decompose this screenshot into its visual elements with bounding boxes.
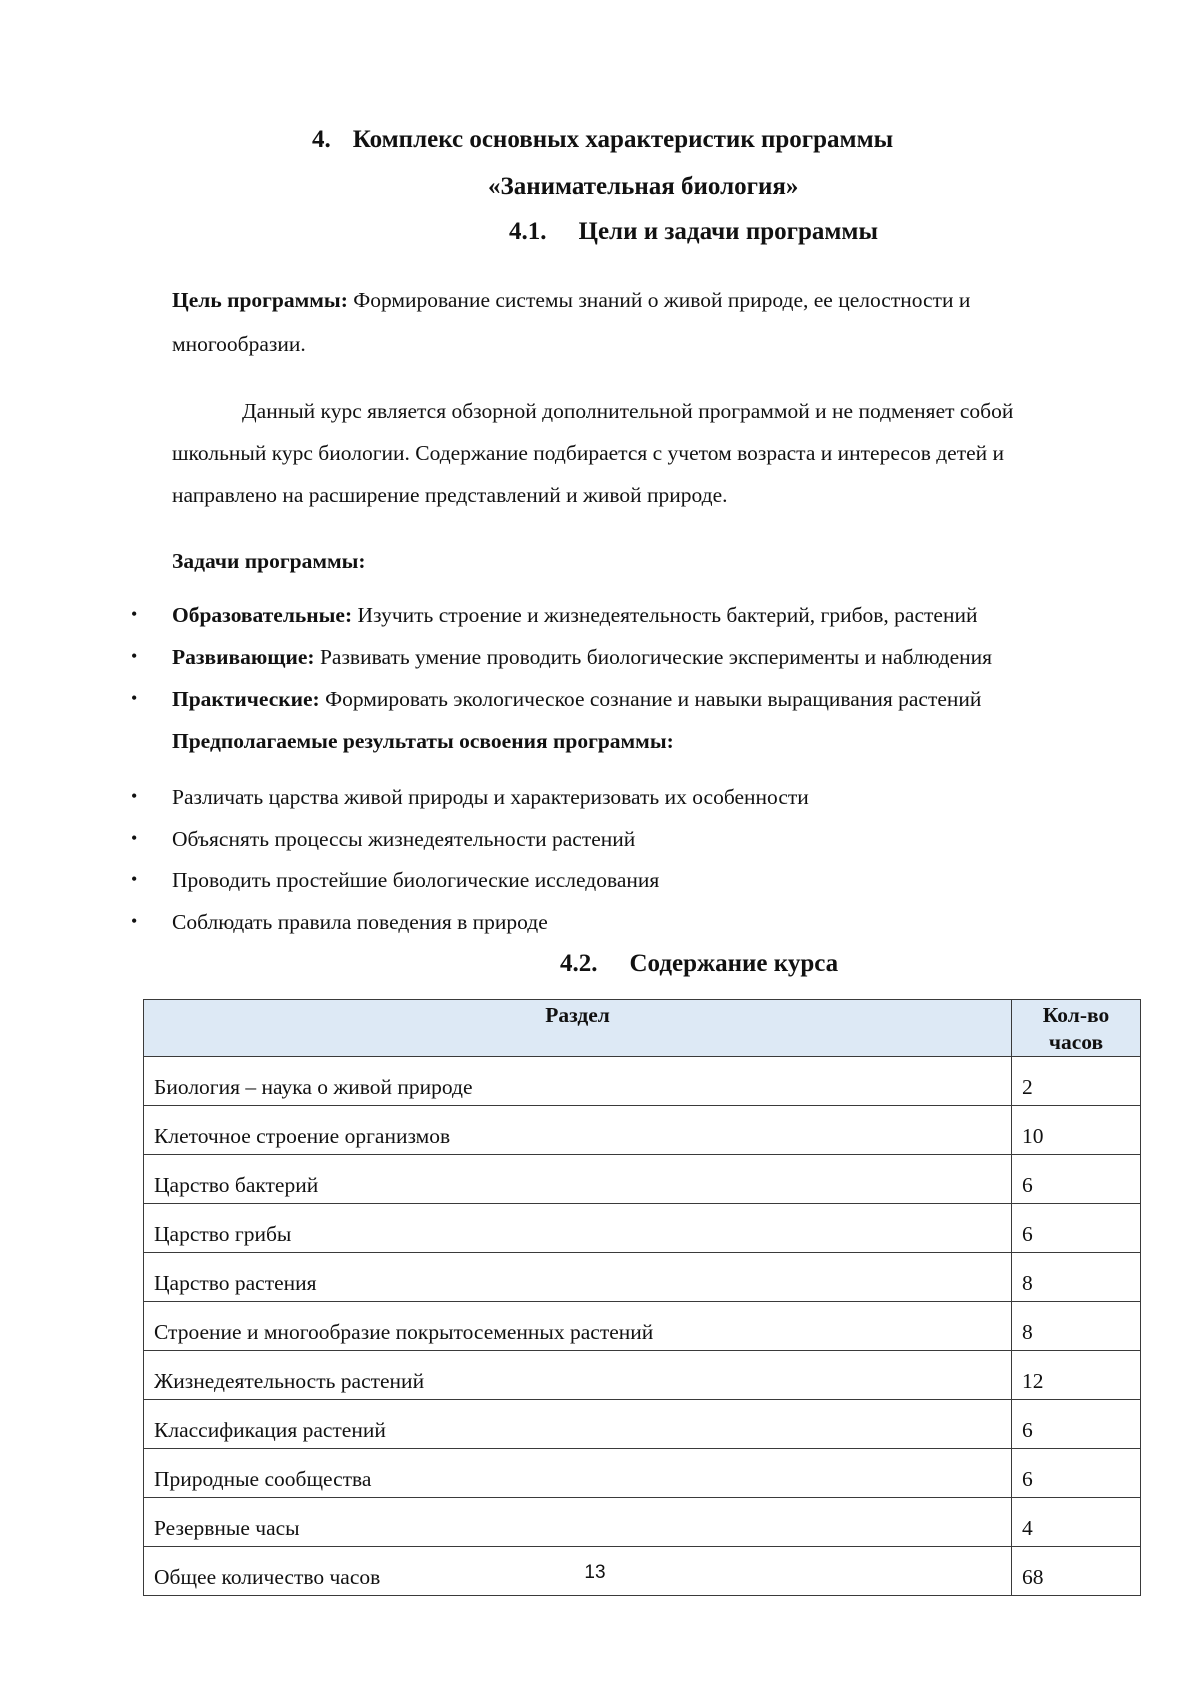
table-row: [144, 1351, 1141, 1400]
table-row: [144, 1449, 1141, 1498]
task-label: Образовательные:: [172, 603, 353, 627]
header-hours: [1012, 1000, 1141, 1057]
header-section: Раздел: [144, 1000, 1012, 1057]
table-row: [144, 1155, 1141, 1204]
tasks-heading: Задачи программы:: [172, 549, 366, 573]
task-label: Развивающие:: [172, 645, 315, 669]
result-text: Различать царства живой природы и характеризовать их особенности: [172, 785, 809, 809]
row-section: Общее количество часов: [144, 1547, 1012, 1596]
row-section: Царство бактерий: [144, 1155, 1012, 1204]
row-hours: 6: [1012, 1155, 1141, 1204]
bullet-icon: •: [131, 786, 138, 806]
task-description: Формировать экологическое сознание и навыки выращивания растений: [319, 687, 982, 711]
result-text: Объяснять процессы жизнедеятельности растений: [172, 827, 636, 851]
row-hours: 6: [1012, 1400, 1141, 1449]
row-hours: 8: [1012, 1302, 1141, 1351]
row-hours: 4: [1012, 1498, 1141, 1547]
task-label: Практические:: [172, 687, 320, 711]
page-number: 13: [584, 1562, 606, 1583]
goal-text: Формирование системы знаний о живой природе, ее целостности и: [347, 288, 971, 312]
header-hours-line2: часов: [1048, 1030, 1104, 1054]
goal-label: Цель программы:: [172, 288, 348, 312]
row-section: Жизнедеятельность растений: [144, 1351, 1012, 1400]
bullet-icon: •: [131, 646, 138, 666]
row-section: Клеточное строение организмов: [144, 1106, 1012, 1155]
task-text: [172, 686, 981, 712]
task-text: [172, 644, 992, 670]
results-heading: Предполагаемые результаты освоения программы:: [172, 729, 674, 753]
table-row: [144, 1400, 1141, 1449]
row-hours: 12: [1012, 1351, 1141, 1400]
program-title: «Занимательная биология»: [488, 173, 799, 200]
result-text: Проводить простейшие биологические исследования: [172, 868, 660, 892]
table-row: [144, 1204, 1141, 1253]
row-hours: 68: [1012, 1547, 1141, 1596]
row-hours: 6: [1012, 1204, 1141, 1253]
table-row: [144, 1302, 1141, 1351]
section-4-1-heading: [509, 218, 878, 246]
task-text: [172, 602, 977, 628]
table-row: [144, 1057, 1141, 1106]
row-section: Резервные часы: [144, 1498, 1012, 1547]
bullet-icon: •: [131, 911, 138, 931]
bullet-icon: •: [131, 604, 138, 624]
row-section: Царство грибы: [144, 1204, 1012, 1253]
row-hours: 10: [1012, 1106, 1141, 1155]
section-4-2-heading: [560, 950, 838, 978]
bullet-icon: •: [131, 869, 138, 889]
intro-line-3: направлено на расширение представлений и живой природе.: [172, 483, 728, 507]
task-description: Изучить строение и жизнедеятельность бактерий, грибов, растений: [352, 603, 978, 627]
row-section: Строение и многообразие покрытосеменных растений: [144, 1302, 1012, 1351]
row-hours: 6: [1012, 1449, 1141, 1498]
section-4-1-title: Цели и задачи программы: [578, 218, 878, 245]
goal-line-2: многообразии.: [172, 332, 306, 356]
chapter-title: Комплекс основных характеристик программы: [352, 126, 894, 153]
section-4-1-number: 4.1.: [509, 218, 547, 245]
task-description: Развивать умение проводить биологические эксперименты и наблюдения: [314, 645, 993, 669]
goal-line-1: [172, 287, 970, 313]
table-header-row: [144, 1000, 1141, 1057]
intro-line-2: школьный курс биологии. Содержание подбирается с учетом возраста и интересов детей и: [172, 441, 1005, 465]
table-row: [144, 1106, 1141, 1155]
row-section: Биология – наука о живой природе: [144, 1057, 1012, 1106]
header-hours-line1: Кол-во: [1042, 1003, 1110, 1027]
bullet-icon: •: [131, 828, 138, 848]
row-hours: 8: [1012, 1253, 1141, 1302]
table-row: [144, 1253, 1141, 1302]
row-section: Царство растения: [144, 1253, 1012, 1302]
table-row: [144, 1498, 1141, 1547]
result-text: Соблюдать правила поведения в природе: [172, 910, 548, 934]
chapter-number: 4.: [312, 126, 331, 153]
row-section: Классификация растений: [144, 1400, 1012, 1449]
bullet-icon: •: [131, 688, 138, 708]
row-hours: 2: [1012, 1057, 1141, 1106]
intro-line-1: Данный курс является обзорной дополнительной программой и не подменяет собой: [242, 399, 1014, 423]
section-4-2-title: Содержание курса: [629, 950, 839, 977]
section-4-2-number: 4.2.: [560, 950, 598, 977]
chapter-heading: [312, 126, 893, 154]
row-section: Природные сообщества: [144, 1449, 1012, 1498]
course-content-table: [143, 999, 1141, 1596]
